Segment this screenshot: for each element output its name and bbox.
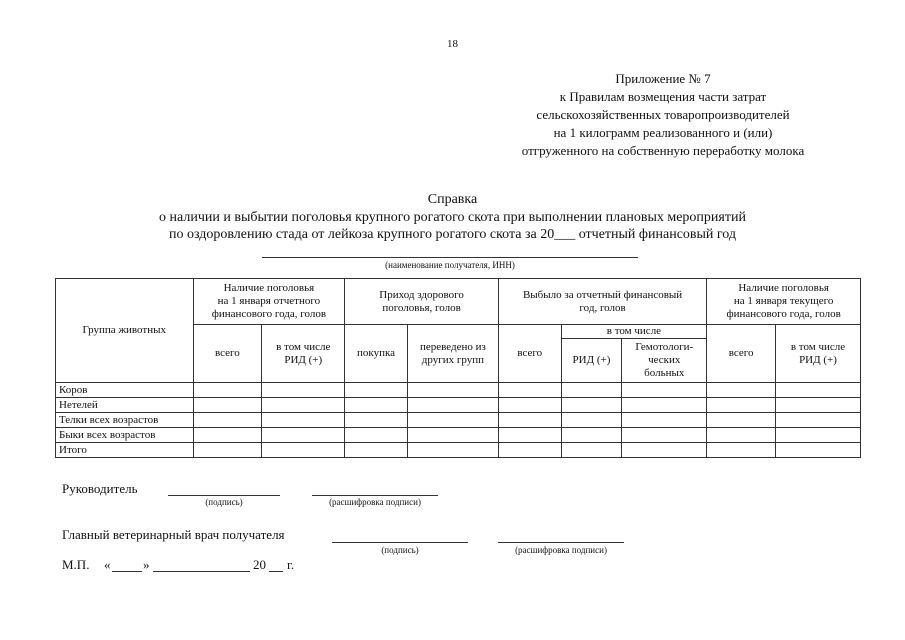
start-incl-header [262,325,345,383]
disposed-header [498,279,706,325]
header-text: Наличие поголовья [738,282,829,294]
header-text: поголовья, голов [382,301,461,314]
header-text: Выбыло за отчетный финансовый [522,288,683,301]
table-cell[interactable] [345,428,408,443]
table-cell[interactable] [776,443,861,458]
date-close-quote: » [143,557,150,572]
title-line: по оздоровлению стада от лейкоза крупного рогатого скота за 20___ отчетный финансовый год [168,227,737,242]
header-text: финансового года, голов [726,308,841,320]
table-cell[interactable] [262,413,345,428]
date-year-prefix: 20 [253,557,266,572]
table-cell[interactable] [707,383,776,398]
table-row [56,383,861,398]
table-cell[interactable] [262,383,345,398]
header-text: больных [644,367,685,379]
appendix-line: сельскохозяйственных товаропроизводителей [536,107,790,122]
date-open-quote: « [104,557,111,572]
page-number: 18 [447,38,458,50]
table-cell[interactable] [407,428,498,443]
decode-caption: (расшифровка подписи) [515,545,607,555]
disposed-total-header: всего [498,325,561,383]
end-incl-header [776,325,861,383]
table-cell[interactable] [776,383,861,398]
table-cell[interactable] [707,443,776,458]
header-text: финансового года, голов [211,308,327,320]
end-header [707,279,861,325]
table-cell[interactable] [622,398,707,413]
table-cell[interactable] [561,428,622,443]
row-label: Телки всех возрастов [56,413,194,428]
header-text: переведено из [419,340,486,353]
head-label: Руководитель [62,481,138,496]
head-name-field[interactable] [312,495,438,496]
title-line: о наличии и выбытии поголовья крупного рогатого скота при выполнении плановых мероприятий [159,209,746,225]
table-cell[interactable] [262,443,345,458]
start-total-header: всего [193,325,262,383]
table-cell[interactable] [345,383,408,398]
table-cell[interactable] [776,428,861,443]
head-signature-field[interactable] [168,495,280,496]
header-text: Наличие поголовья [223,282,315,294]
table-cell[interactable] [407,383,498,398]
table-cell[interactable] [262,398,345,413]
date-day-field[interactable] [112,571,142,572]
table-cell[interactable] [561,383,622,398]
table-cell[interactable] [498,398,561,413]
table-cell[interactable] [498,443,561,458]
table-cell[interactable] [561,398,622,413]
transfer-header [407,325,498,383]
table-cell[interactable] [498,383,561,398]
hemo-header [622,339,707,383]
table-cell[interactable] [498,428,561,443]
row-label: Нетелей [56,398,194,413]
livestock-table [55,278,861,458]
table-cell[interactable] [407,413,498,428]
recipient-name-field[interactable] [262,257,638,258]
header-text: в том числе [276,340,331,353]
header-text: в том числе [790,340,846,353]
appendix-line: Приложение № 7 [615,71,711,86]
appendix-line: к Правилам возмещения части затрат [559,89,767,104]
table-cell[interactable] [622,413,707,428]
title-heading: Справка [427,192,478,207]
table-cell[interactable] [498,413,561,428]
table-cell[interactable] [345,398,408,413]
header-text: РИД (+) [799,353,837,366]
table-cell[interactable] [193,443,262,458]
header-text: на 1 января текущего [733,295,834,307]
table-cell[interactable] [345,413,408,428]
vet-name-field[interactable] [498,542,624,543]
header-text: Гемотологи- [635,341,694,353]
signature-caption: (подпись) [381,545,419,555]
table-cell[interactable] [193,413,262,428]
table-cell[interactable] [193,428,262,443]
table-cell[interactable] [407,398,498,413]
disposed-incl-header: в том числе [561,325,707,339]
decode-caption: (расшифровка подписи) [329,497,421,507]
appendix-note [483,70,843,160]
date-year-field[interactable] [269,571,283,572]
table-cell[interactable] [561,413,622,428]
table-cell[interactable] [622,443,707,458]
header-text: других групп [421,353,485,366]
rid-header: РИД (+) [561,339,622,383]
appendix-line: отгруженного на собственную переработку молока [521,143,805,158]
stamp-label: М.П. [62,557,90,572]
end-total-header: всего [707,325,776,383]
table-cell[interactable] [776,398,861,413]
vet-signature-field[interactable] [332,542,468,543]
row-label: Итого [56,443,194,458]
header-text: РИД (+) [284,353,323,366]
arrival-header [345,279,499,325]
table-row [56,428,861,443]
table-cell[interactable] [622,428,707,443]
header-text: Приход здорового [379,288,464,301]
table-cell[interactable] [707,428,776,443]
document-title [0,191,905,244]
header-row [56,279,861,325]
table-row [56,413,861,428]
table-cell[interactable] [407,443,498,458]
table-row [56,443,861,458]
signature-caption: (подпись) [205,497,243,507]
table-cell[interactable] [345,443,408,458]
row-label: Коров [56,383,194,398]
row-label: Быки всех возрастов [56,428,194,443]
date-month-field[interactable] [153,571,250,572]
table-cell[interactable] [262,428,345,443]
header-text: год, голов [579,301,626,314]
table-cell[interactable] [707,398,776,413]
table-cell[interactable] [193,383,262,398]
recipient-caption: (наименование получателя, ИНН) [385,260,515,270]
table-cell[interactable] [561,443,622,458]
vet-label: Главный ветеринарный врач получателя [62,527,285,542]
group-header: Группа животных [56,279,194,383]
header-text: ческих [648,354,681,366]
date-year-suffix: г. [287,557,295,572]
start-header [193,279,345,325]
table-row [56,398,861,413]
appendix-line: на 1 килограмм реализованного и (или) [553,125,773,140]
header-text: на 1 января отчетного [217,295,321,307]
purchase-header: покупка [345,325,408,383]
table-cell[interactable] [622,383,707,398]
table-cell[interactable] [193,398,262,413]
table-cell[interactable] [776,413,861,428]
table-cell[interactable] [707,413,776,428]
